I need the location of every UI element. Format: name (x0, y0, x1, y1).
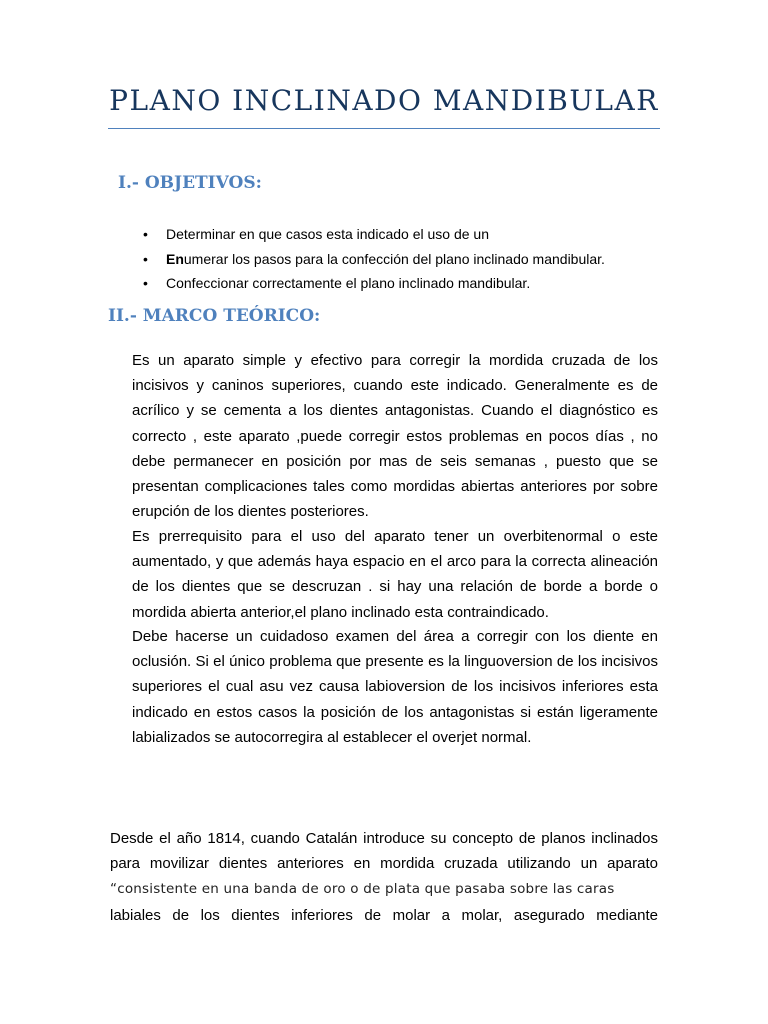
history-paragraph (110, 826, 658, 928)
history-quote: “consistente en una banda de oro o de plata que pasaba sobre las caras (110, 881, 615, 898)
list-item-bold: En (166, 250, 184, 267)
title-underline (108, 128, 660, 129)
list-item-text: Determinar en que casos esta indicado el uso de un (166, 226, 489, 242)
section-heading-objetivos: I.- OBJETIVOS: (118, 173, 262, 193)
list-item-text: umerar los pasos para la confección del plano inclinado mandibular. (183, 250, 605, 267)
list-item (143, 222, 605, 247)
body-paragraph: Es prerrequisito para el uso del aparato tener un overbitenormal o este aumentado, y que además haya espacio en el arco para la correcta alineación de los dientes que se descruzan . si hay una relación de borde a borde o mordida abierta anterior,el plano inclinado esta contraindicado. (132, 528, 658, 621)
list-item (143, 271, 605, 296)
objectives-list (143, 222, 605, 296)
list-item (143, 247, 605, 272)
body-paragraph: Debe hacerse un cuidadoso examen del área a corregir con los diente en oclusión. Si el único problema que presente es la linguoversion de los incisivos superiores el cual asu vez causa labioversion de los incisivos inferiores esta indicado en estos casos la posición de los antagonistas si están ligeramente labializados se autocorregira al establecer el overjet normal. (132, 628, 658, 746)
document-title: PLANO INCLINADO MANDIBULAR (109, 84, 659, 117)
history-text-end: labiales de los dientes inferiores de molar a molar, asegurado mediante (110, 906, 658, 924)
section-heading-marco-teorico: II.- MARCO TEÓRICO: (108, 306, 321, 326)
history-text: Desde el año 1814, cuando Catalán introduce su concepto de planos inclinados para movilizar dientes anteriores en mordida cruzada utilizando un aparato (110, 830, 658, 873)
body-paragraph: Es un aparato simple y efectivo para corregir la mordida cruzada de los incisivos y caninos superiores, cuando este indicado. Generalmente es de acrílico y se cementa a los dientes antagonistas. Cuando el diagnóstico es correcto , este aparato ,puede corregir estos problemas en pocos días , no debe permanecer en posición por mas de seis semanas , puesto que se presentan complicaciones tales como mordidas abiertas anteriores por sobre erupción de los dientes posteriores. (132, 352, 658, 521)
list-item-text: Confeccionar correctamente el plano inclinado mandibular. (166, 275, 531, 291)
